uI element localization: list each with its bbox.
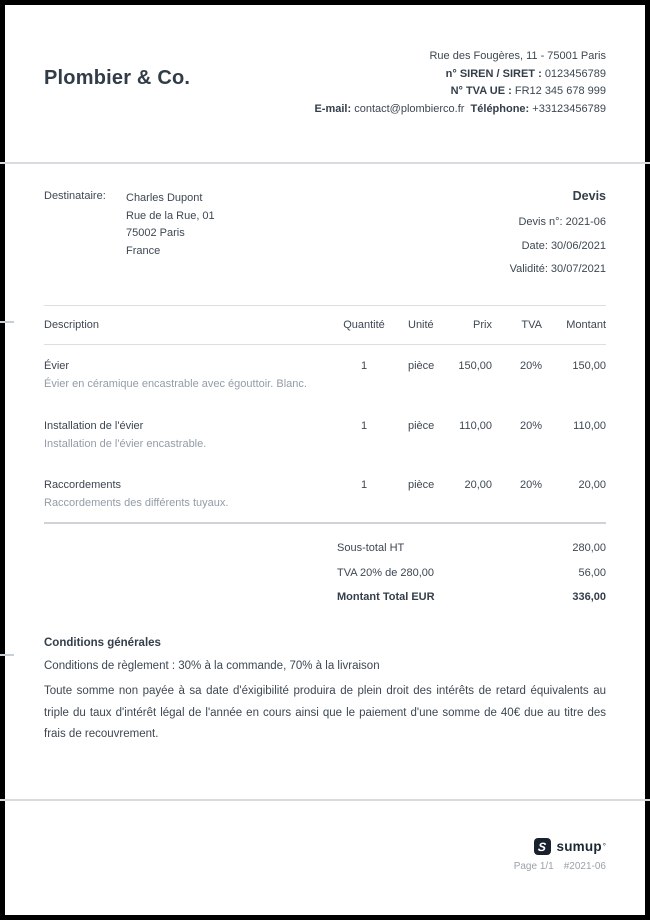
item-title: Évier [44, 360, 70, 372]
phone-value: +33123456789 [532, 102, 606, 115]
item-amount: 20,00 [578, 479, 606, 491]
company-contact-block [314, 48, 606, 118]
subtotal-value: 280,00 [572, 542, 606, 554]
quote-number: Devis n°: 2021-06 [518, 216, 606, 228]
recipient-label: Destinataire: [44, 190, 106, 202]
totals-divider [44, 522, 606, 524]
sumup-trademark: ° [602, 842, 606, 851]
terms-heading: Conditions générales [44, 637, 161, 649]
total-label: Montant Total EUR [337, 591, 435, 603]
item-price: 150,00 [458, 360, 492, 372]
header-divider [0, 162, 650, 164]
item-price: 110,00 [459, 420, 492, 432]
item-tva: 20% [519, 420, 542, 432]
col-price: Prix [473, 319, 492, 331]
sumup-logo-icon [534, 838, 551, 855]
item-quantity: 1 [360, 479, 368, 491]
col-quantity: Quantité [343, 319, 385, 331]
company-siren [314, 66, 606, 84]
table-header-row [44, 316, 606, 334]
table-header-bottom-line [44, 344, 606, 345]
item-amount: 110,00 [573, 420, 606, 432]
company-tva [314, 83, 606, 101]
col-tva: TVA [521, 319, 542, 331]
item-unit: pièce [408, 360, 435, 372]
terms-payment-line: Conditions de règlement : 30% à la commande, 70% à la livraison [44, 660, 380, 672]
recipient-address [126, 190, 215, 260]
footer-divider [0, 799, 650, 801]
fold-mark-bottom [0, 654, 14, 656]
item-description: Raccordements des différents tuyaux. [44, 497, 229, 509]
company-email-phone [314, 101, 606, 119]
invoice-page [5, 5, 645, 915]
document-reference: #2021-06 [563, 861, 606, 872]
recipient-country: France [126, 244, 161, 257]
item-price: 20,00 [464, 479, 492, 491]
col-description: Description [44, 319, 100, 331]
company-name: Plombier & Co. [44, 67, 191, 89]
quote-title: Devis [572, 189, 606, 203]
sumup-logo-glyph: S [537, 839, 547, 854]
siren-label: n° SIREN / SIRET : [445, 67, 542, 80]
item-quantity: 1 [360, 360, 368, 372]
phone-label: Téléphone: [470, 102, 530, 115]
fold-mark-top [0, 321, 14, 323]
item-amount: 150,00 [572, 360, 606, 372]
siren-value: 0123456789 [544, 67, 606, 80]
quote-date: Date: 30/06/2021 [521, 240, 606, 252]
item-quantity: 1 [360, 420, 368, 432]
table-row [44, 417, 606, 453]
table-row [44, 357, 606, 393]
item-unit: pièce [408, 479, 435, 491]
item-tva: 20% [519, 479, 542, 491]
tva-value: FR12 345 678 999 [514, 85, 606, 97]
quote-validity: Validité: 30/07/2021 [509, 263, 606, 275]
email-value: contact@plombierco.fr [354, 102, 465, 115]
sumup-brand [534, 838, 606, 855]
item-unit: pièce [408, 420, 435, 432]
total-value: 336,00 [572, 591, 606, 603]
item-title: Installation de l'évier [44, 420, 144, 432]
item-title: Raccordements [44, 479, 122, 491]
page-number: Page 1/1 [513, 861, 554, 872]
table-row [44, 476, 606, 512]
recipient-street: Rue de la Rue, 01 [126, 209, 215, 222]
terms-paragraph: Toute somme non payée à sa date d'éxigibilité produira de plein droit des intérêts de retard équivalents au triple du taux d'intérêt légal de l'année en cours ainsi que le paiement d'une somme de 40€ due au titre des frais de recouvrement. [44, 685, 606, 740]
col-amount: Montant [566, 319, 606, 331]
sumup-wordmark: sumup [556, 839, 602, 854]
item-description: Installation de l'évier encastrable. [44, 438, 207, 450]
col-unit: Unité [408, 319, 434, 331]
recipient-city: 75002 Paris [126, 227, 185, 239]
subtotal-label: Sous-total HT [337, 542, 405, 554]
item-description: Évier en céramique encastrable avec égouttoir. Blanc. [44, 378, 307, 390]
company-address: Rue des Fougères, 11 - 75001 Paris [429, 50, 606, 62]
tva-label: N° TVA UE : [450, 85, 512, 97]
table-top-line [44, 305, 606, 306]
page-info [514, 861, 606, 872]
tax-value: 56,00 [578, 567, 606, 579]
recipient-name: Charles Dupont [126, 192, 203, 204]
tax-label: TVA 20% de 280,00 [337, 567, 435, 579]
item-tva: 20% [519, 360, 542, 372]
email-label: E-mail: [314, 102, 352, 115]
